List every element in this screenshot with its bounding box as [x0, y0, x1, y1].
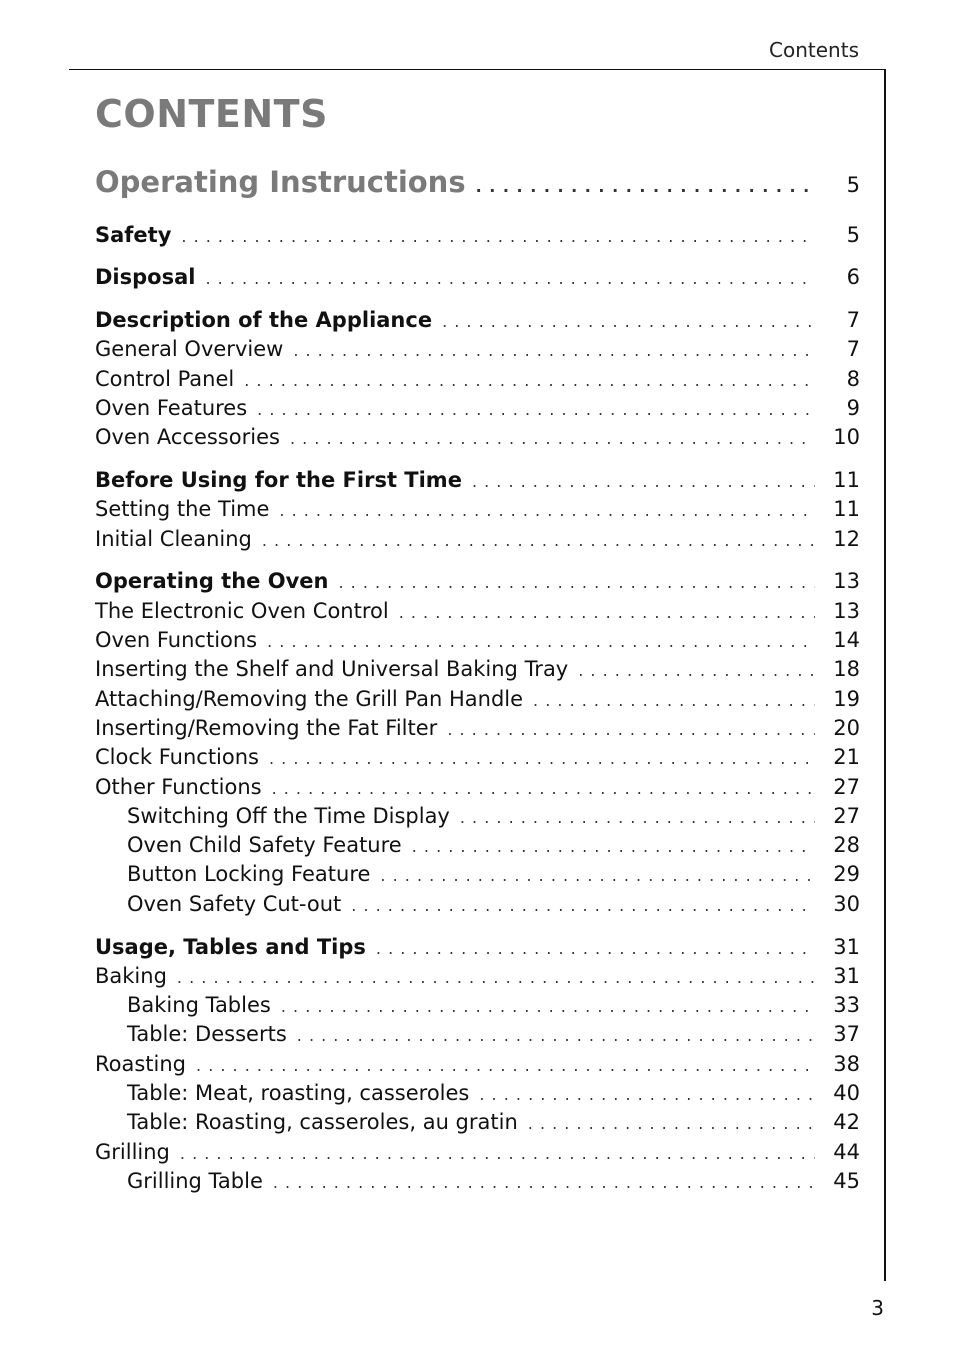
toc-entry-label: Oven Functions	[95, 628, 258, 653]
toc-entry[interactable]	[95, 935, 860, 964]
toc-entry[interactable]	[95, 396, 860, 425]
toc-entry[interactable]	[95, 1110, 860, 1139]
dot-leader	[578, 661, 815, 680]
toc-entry-page: 29	[833, 862, 860, 887]
toc-entry[interactable]	[95, 964, 860, 993]
toc-entry[interactable]	[95, 833, 860, 862]
toc-entry-page: 45	[833, 1168, 860, 1193]
dot-leader	[479, 1085, 815, 1104]
dot-leader	[279, 501, 815, 520]
toc-entry-page: 31	[833, 963, 860, 988]
toc-entry[interactable]	[95, 1169, 860, 1198]
toc-entry-label: The Electronic Oven Control	[95, 598, 389, 623]
dot-leader	[181, 227, 815, 246]
toc-entry[interactable]	[95, 1052, 860, 1081]
toc-entry[interactable]	[95, 1081, 860, 1110]
dot-leader	[269, 749, 815, 768]
page-number: 3	[871, 1296, 884, 1320]
toc-entry-page: 9	[846, 395, 860, 420]
toc-entry-page: 11	[833, 468, 860, 493]
toc-entry-page: 13	[833, 598, 860, 623]
dot-leader	[196, 1056, 815, 1075]
toc-entry-label: Oven Child Safety Feature	[127, 833, 402, 858]
dot-leader	[180, 1144, 815, 1163]
toc-entry-label: Disposal	[95, 265, 196, 290]
toc-entry-page: 12	[833, 526, 860, 551]
dot-leader	[376, 939, 815, 958]
toc-entry-page: 20	[833, 715, 860, 740]
dot-leader	[177, 968, 815, 987]
toc-entry-label: Grilling	[95, 1139, 170, 1164]
toc-entry-page: 13	[833, 569, 860, 594]
toc-entry-page: 27	[833, 803, 860, 828]
toc-entry-label: Inserting/Removing the Fat Filter	[95, 715, 438, 740]
toc-entry[interactable]	[95, 308, 860, 337]
toc-entry-label: Roasting	[95, 1051, 187, 1076]
toc-entry-page: 8	[846, 366, 860, 391]
toc-entry-page: 5	[846, 222, 860, 247]
toc-entry[interactable]	[95, 892, 860, 921]
toc-entry[interactable]	[95, 657, 860, 686]
toc-entry-label: Grilling Table	[127, 1168, 263, 1193]
dot-leader	[472, 472, 815, 491]
toc-entry-label: Oven Features	[95, 395, 248, 420]
dot-leader	[297, 1026, 815, 1045]
toc-entry-page: 10	[833, 425, 860, 450]
toc-entry[interactable]	[95, 1140, 860, 1169]
toc-entry-page: 14	[833, 628, 860, 653]
dot-leader	[442, 312, 815, 331]
toc-entry-label: Inserting the Shelf and Universal Baking Tray	[95, 657, 569, 682]
toc-entry[interactable]	[95, 687, 860, 716]
dot-leader	[272, 779, 815, 798]
header-rule	[69, 69, 885, 70]
toc-entry[interactable]	[95, 165, 860, 209]
toc-entry-label: Description of the Appliance	[95, 308, 433, 333]
toc-entry-label: Switching Off the Time Display	[127, 803, 450, 828]
toc-entry-label: Baking Tables	[127, 993, 271, 1018]
dot-leader	[293, 341, 815, 360]
toc-entry-page: 7	[846, 337, 860, 362]
toc-entry-label: Clock Functions	[95, 745, 259, 770]
dot-leader	[267, 632, 815, 651]
dot-leader	[273, 1173, 815, 1192]
toc-entry-page: 44	[833, 1139, 860, 1164]
toc-entry[interactable]	[95, 1022, 860, 1051]
margin-rule	[884, 69, 886, 1281]
toc-entry-page: 31	[833, 934, 860, 959]
page-title: CONTENTS	[95, 92, 328, 136]
toc-entry[interactable]	[95, 599, 860, 628]
dot-leader	[380, 866, 815, 885]
toc-entry-label: Safety	[95, 222, 172, 247]
dot-leader	[399, 603, 815, 622]
toc-entry[interactable]	[95, 745, 860, 774]
dot-leader	[351, 896, 815, 915]
toc-entry-label: Initial Cleaning	[95, 526, 252, 551]
toc-entry[interactable]	[95, 468, 860, 497]
running-head: Contents	[769, 38, 859, 62]
dot-leader	[205, 269, 815, 288]
toc-entry[interactable]	[95, 862, 860, 891]
toc-entry[interactable]	[95, 569, 860, 598]
dot-leader	[447, 720, 815, 739]
toc-entry-label: Attaching/Removing the Grill Pan Handle	[95, 686, 524, 711]
toc-entry[interactable]	[95, 367, 860, 396]
toc-entry-label: Table: Desserts	[127, 1022, 287, 1047]
toc-entry-label: Oven Safety Cut-out	[127, 891, 342, 916]
dot-leader	[338, 573, 815, 592]
toc-entry-page: 18	[833, 657, 860, 682]
toc-entry-label: General Overview	[95, 337, 284, 362]
toc-entry-page: 7	[846, 308, 860, 333]
dot-leader	[290, 429, 815, 448]
dot-leader	[412, 837, 815, 856]
toc-entry-label: Oven Accessories	[95, 425, 280, 450]
dot-leader	[262, 531, 815, 550]
dot-leader	[460, 808, 815, 827]
toc-entry[interactable]	[95, 425, 860, 454]
toc-entry[interactable]	[95, 223, 860, 252]
toc-entry-label: Operating the Oven	[95, 569, 329, 594]
toc-entry-label: Baking	[95, 963, 167, 988]
toc-entry[interactable]	[95, 497, 860, 526]
toc-entry-label: Operating Instructions	[95, 165, 466, 199]
toc-entry-page: 19	[833, 686, 860, 711]
toc-entry-page: 40	[833, 1081, 860, 1106]
toc-entry-page: 27	[833, 774, 860, 799]
toc-entry-label: Before Using for the First Time	[95, 468, 462, 493]
toc-entry-page: 38	[833, 1051, 860, 1076]
toc-entry-page: 11	[833, 497, 860, 522]
toc-entry-label: Control Panel	[95, 366, 235, 391]
toc-entry[interactable]	[95, 628, 860, 657]
toc-entry-label: Other Functions	[95, 774, 262, 799]
toc-entry[interactable]	[95, 527, 860, 556]
toc-entry-label: Button Locking Feature	[127, 862, 371, 887]
toc-entry-label: Table: Meat, roasting, casseroles	[127, 1081, 470, 1106]
dot-leader	[476, 177, 815, 196]
dot-leader	[528, 1114, 815, 1133]
toc-entry-page: 42	[833, 1110, 860, 1135]
toc-entry[interactable]	[95, 716, 860, 745]
dot-leader	[281, 997, 815, 1016]
table-of-contents	[95, 165, 860, 1198]
toc-entry[interactable]	[95, 775, 860, 804]
toc-entry-page: 37	[833, 1022, 860, 1047]
toc-entry-page: 30	[833, 891, 860, 916]
dot-leader	[533, 691, 815, 710]
toc-entry-label: Setting the Time	[95, 497, 270, 522]
toc-entry-page: 6	[846, 265, 860, 290]
toc-entry-label: Table: Roasting, casseroles, au gratin	[127, 1110, 518, 1135]
toc-entry[interactable]	[95, 804, 860, 833]
toc-entry-page: 5	[846, 173, 860, 197]
toc-entry-label: Usage, Tables and Tips	[95, 934, 366, 959]
toc-entry[interactable]	[95, 337, 860, 366]
toc-entry[interactable]	[95, 265, 860, 294]
toc-entry-page: 33	[833, 993, 860, 1018]
toc-entry-page: 28	[833, 833, 860, 858]
dot-leader	[244, 371, 815, 390]
toc-entry-page: 21	[833, 745, 860, 770]
toc-entry[interactable]	[95, 993, 860, 1022]
dot-leader	[257, 400, 815, 419]
